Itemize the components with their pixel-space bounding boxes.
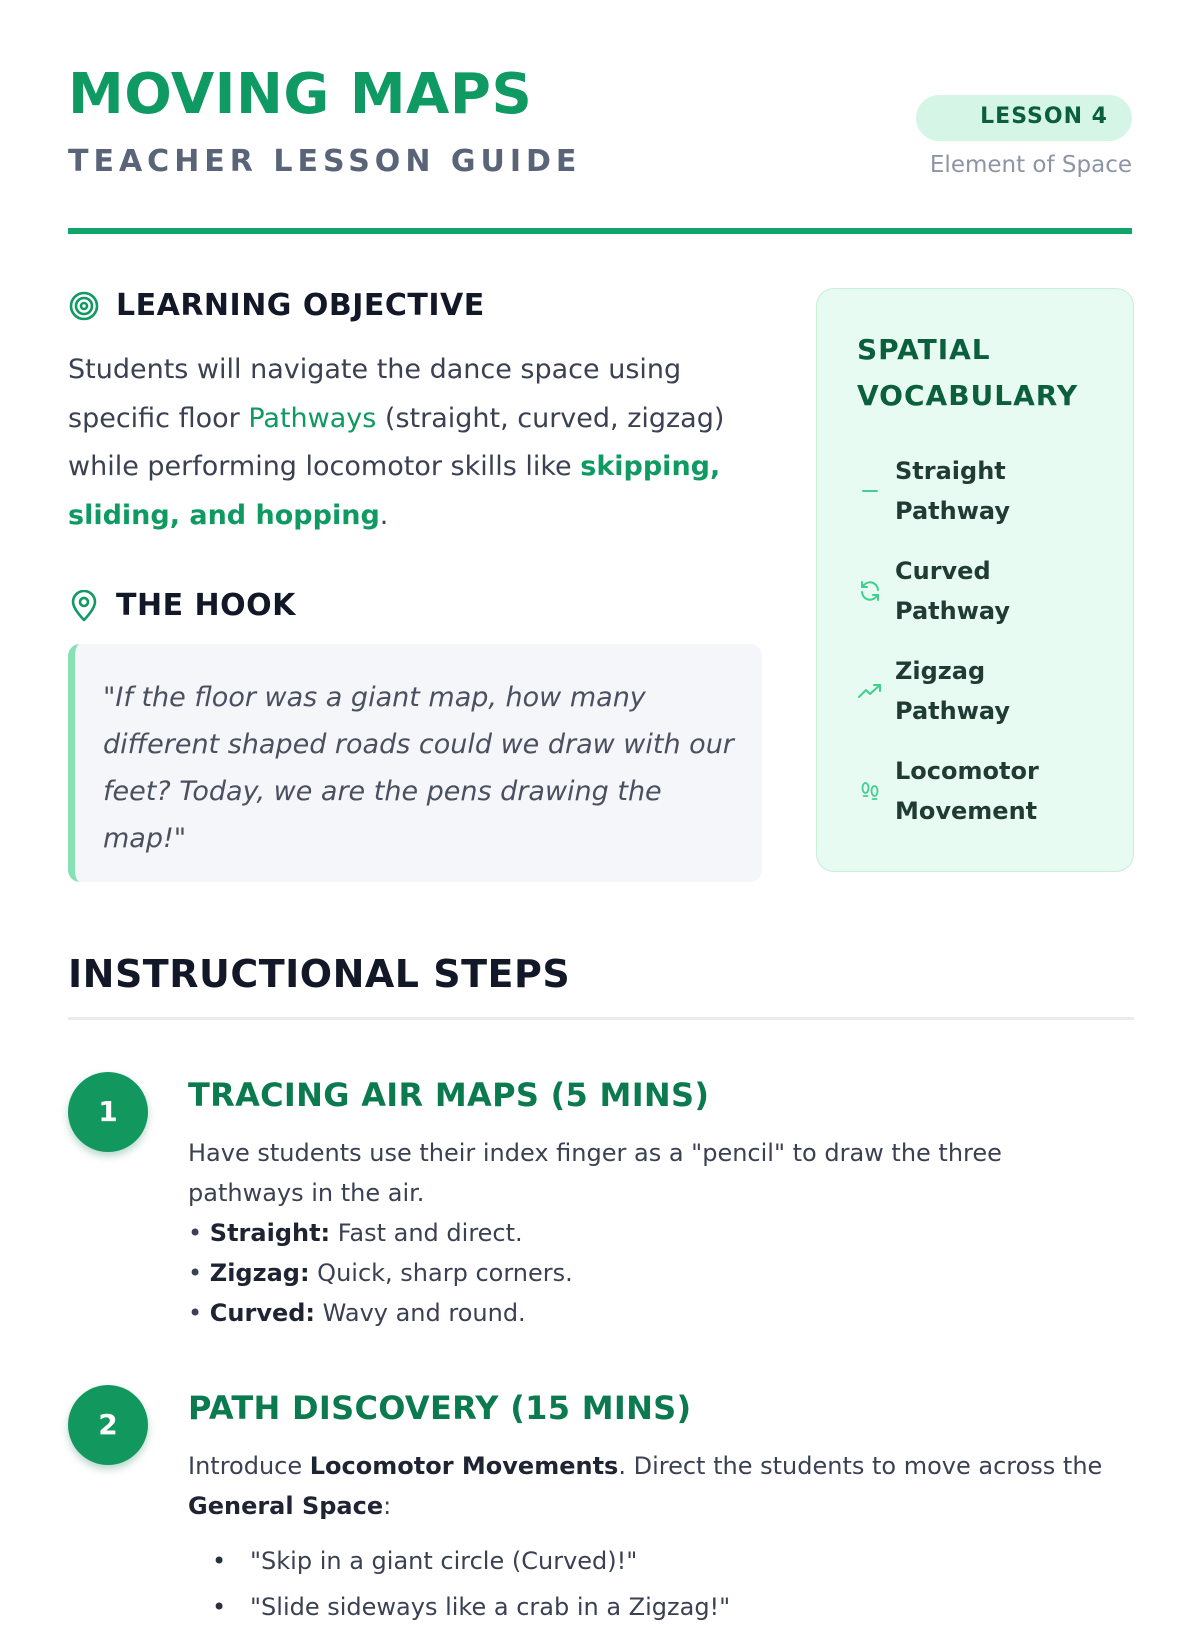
step-body bbox=[188, 1446, 1118, 1630]
list-item: • "Skip in a giant circle (Curved)!" bbox=[188, 1538, 1118, 1584]
objective-text-part: . bbox=[379, 499, 389, 531]
vocabulary-item-label: Zigzag Pathway bbox=[895, 657, 1010, 725]
step-intro-part: . Direct the students to move across the bbox=[618, 1452, 1103, 1480]
target-icon bbox=[68, 290, 100, 322]
step-point-term: Straight: bbox=[209, 1219, 331, 1247]
map-pin-icon bbox=[68, 590, 100, 622]
vocabulary-item-label: Straight Pathway bbox=[895, 457, 1010, 525]
lesson-element: Element of Space bbox=[929, 152, 1132, 178]
steps-heading: INSTRUCTIONAL STEPS bbox=[68, 952, 571, 996]
step-point-term: Curved: bbox=[209, 1299, 316, 1327]
step-number-badge: 1 bbox=[68, 1072, 148, 1152]
step-intro: Have students use their index finger as a "pencil" to draw the three pathways in the air. bbox=[188, 1139, 1002, 1207]
objective-highlight-skills: skipping, sliding, and hopping bbox=[68, 451, 721, 531]
step-body bbox=[188, 1133, 1118, 1333]
trending-up-icon bbox=[857, 678, 883, 704]
objective-heading bbox=[68, 288, 485, 323]
step-intro-part: : bbox=[383, 1492, 392, 1520]
page-header bbox=[68, 0, 1132, 234]
refresh-icon bbox=[857, 578, 883, 604]
step-intro-term: Locomotor Movements bbox=[309, 1452, 619, 1480]
vocabulary-title: SPATIAL VOCABULARY bbox=[857, 333, 1079, 412]
hook-quote: "If the floor was a giant map, how many different shaped roads could we draw with our feet? Today, we are the pens drawing the map!" bbox=[68, 644, 762, 882]
step-point: • Straight: Fast and direct. bbox=[188, 1219, 523, 1247]
vocabulary-list bbox=[857, 441, 1133, 841]
step-intro-part: Introduce bbox=[188, 1452, 310, 1480]
page-title: MOVING MAPS bbox=[68, 62, 533, 127]
vocabulary-card bbox=[816, 288, 1134, 872]
vocabulary-item bbox=[857, 441, 1133, 541]
step-point-desc: Wavy and round. bbox=[315, 1299, 526, 1327]
objective-text-part: Students will navigate the dance space using specific floor bbox=[68, 354, 682, 434]
objective-text bbox=[68, 346, 768, 540]
hook-heading bbox=[68, 588, 296, 623]
objective-text-part: (straight, curved, zigzag) while performing locomotor skills like bbox=[68, 402, 725, 482]
page-subtitle: TEACHER LESSON GUIDE bbox=[68, 144, 582, 179]
step-title: TRACING AIR MAPS (5 MINS) bbox=[188, 1076, 710, 1114]
vocabulary-item bbox=[857, 741, 1133, 841]
minus-icon bbox=[857, 478, 883, 504]
step-point-term: Zigzag: bbox=[209, 1259, 310, 1287]
vocabulary-item-label: Curved Pathway bbox=[895, 557, 1010, 625]
footprints-icon bbox=[857, 778, 883, 804]
objective-heading-label: LEARNING OBJECTIVE bbox=[116, 288, 485, 323]
steps-divider bbox=[68, 1017, 1134, 1020]
step-title: PATH DISCOVERY (15 MINS) bbox=[188, 1389, 692, 1427]
step-point-desc: Fast and direct. bbox=[330, 1219, 523, 1247]
objective-highlight-pathways: Pathways bbox=[248, 402, 377, 434]
step-intro-term: General Space bbox=[188, 1492, 384, 1520]
hook-heading-label: THE HOOK bbox=[116, 588, 296, 623]
step-point-desc: Quick, sharp corners. bbox=[309, 1259, 573, 1287]
vocabulary-item bbox=[857, 641, 1133, 741]
vocabulary-item bbox=[857, 541, 1133, 641]
step-point: • Curved: Wavy and round. bbox=[188, 1299, 526, 1327]
vocabulary-item-label: Locomotor Movement bbox=[895, 757, 1039, 825]
step-point: • Zigzag: Quick, sharp corners. bbox=[188, 1259, 573, 1287]
list-item: • "Slide sideways like a crab in a Zigzag!" bbox=[188, 1584, 1118, 1630]
step-number-badge: 2 bbox=[68, 1385, 148, 1465]
step-list bbox=[188, 1538, 1118, 1630]
lesson-badge: LESSON 4 bbox=[916, 95, 1132, 141]
